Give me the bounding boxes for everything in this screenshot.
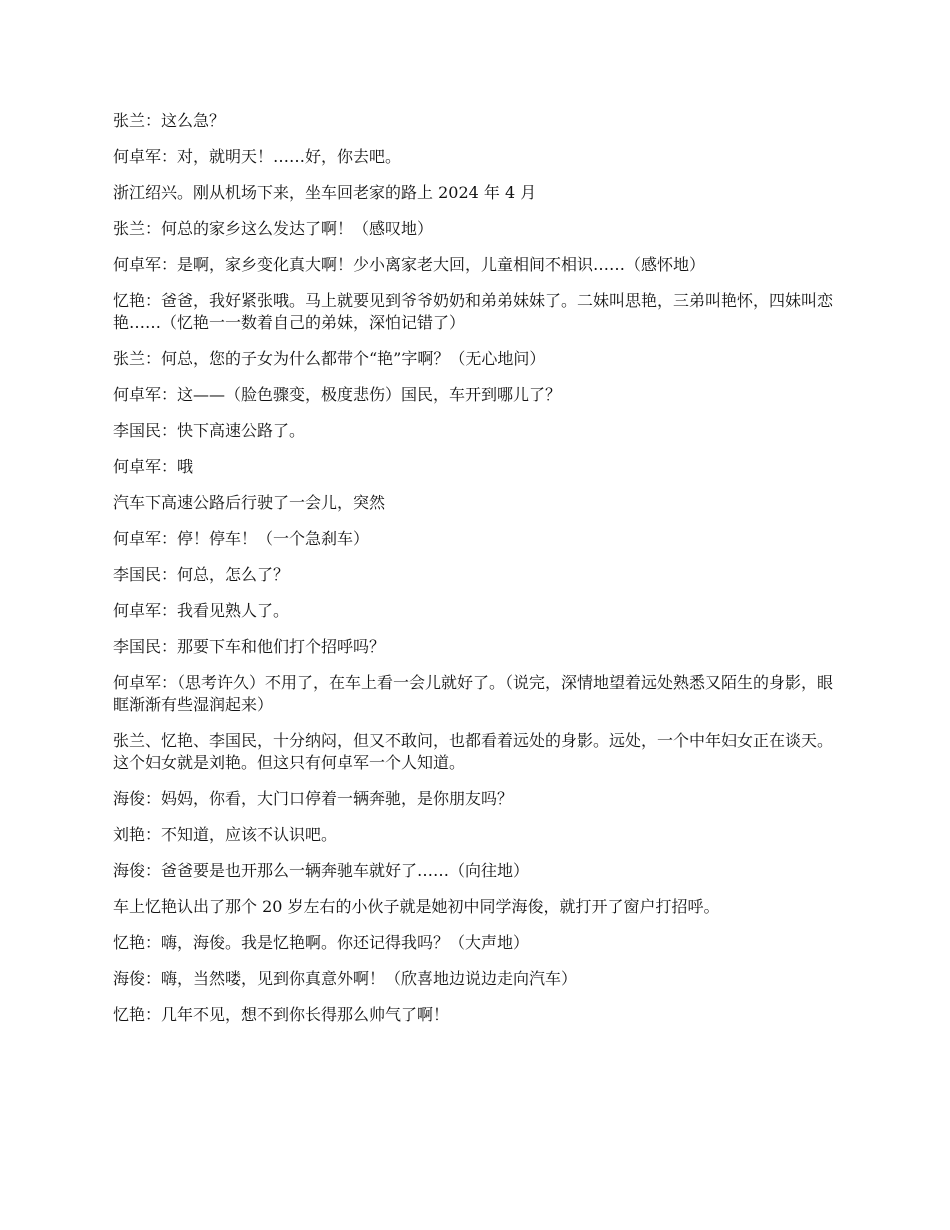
paragraph: 刘艳：不知道，应该不认识吧。: [113, 825, 338, 844]
paragraph: 忆艳：爸爸，我好紧张哦。马上就要见到爷爷奶奶和弟弟妹妹了。二妹叫思艳，三弟叫艳怀，四妹叫恋艳……（忆艳一一数着自己的弟妹，深怕记错了）: [113, 291, 834, 332]
paragraph: 车上忆艳认出了那个 20 岁左右的小伙子就是她初中同学海俊，就打开了窗户打招呼。: [113, 897, 720, 916]
paragraph: 何卓军：我看见熟人了。: [113, 601, 290, 620]
paragraph: 李国民：何总，怎么了？: [113, 565, 290, 584]
paragraph: 何卓军：（思考许久）不用了，在车上看一会儿就好了。（说完，深情地望着远处熟悉又陌生的身影，眼眶渐渐有些湿润起来）: [113, 673, 834, 714]
paragraph: 汽车下高速公路后行驶了一会儿，突然: [113, 493, 386, 512]
paragraph: 张兰：何总，您的子女为什么都带个“艳”字啊？（无心地问）: [113, 349, 546, 368]
paragraph: 李国民：那要下车和他们打个招呼吗？: [113, 637, 386, 656]
paragraph: 海俊：妈妈，你看，大门口停着一辆奔驰，是你朋友吗？: [113, 789, 514, 808]
paragraph: 浙江绍兴。刚从机场下来，坐车回老家的路上 2024 年 4 月: [113, 183, 537, 202]
paragraph: 何卓军：是啊，家乡变化真大啊！少小离家老大回，儿童相间不相识……（感怀地）: [113, 255, 706, 274]
paragraph: 张兰、忆艳、李国民，十分纳闷，但又不敢问，也都看着远处的身影。远处，一个中年妇女正在谈天。这个妇女就是刘艳。但这只有何卓军一个人知道。: [113, 731, 834, 772]
paragraph: 何卓军：停！停车！（一个急刹车）: [113, 529, 370, 548]
paragraph: 张兰：这么急？: [113, 111, 226, 130]
paragraph: 何卓军：这——（脸色骤变，极度悲伤）国民，车开到哪儿了？: [113, 385, 562, 404]
paragraph: 何卓军：对，就明天！……好，你去吧。: [113, 147, 402, 166]
paragraph: 忆艳：嗨，海俊。我是忆艳啊。你还记得我吗？（大声地）: [113, 933, 530, 952]
document-page: [113, 110, 843, 1040]
paragraph: 海俊：爸爸要是也开那么一辆奔驰车就好了……（向往地）: [113, 861, 530, 880]
paragraph: 忆艳：几年不见，想不到你长得那么帅气了啊！: [113, 1005, 450, 1024]
paragraph: 李国民：快下高速公路了。: [113, 421, 306, 440]
paragraph: 海俊：嗨，当然喽，见到你真意外啊！（欣喜地边说边走向汽车）: [113, 969, 578, 988]
paragraph: 张兰：何总的家乡这么发达了啊！（感叹地）: [113, 219, 434, 238]
paragraph: 何卓军：哦: [113, 457, 194, 476]
